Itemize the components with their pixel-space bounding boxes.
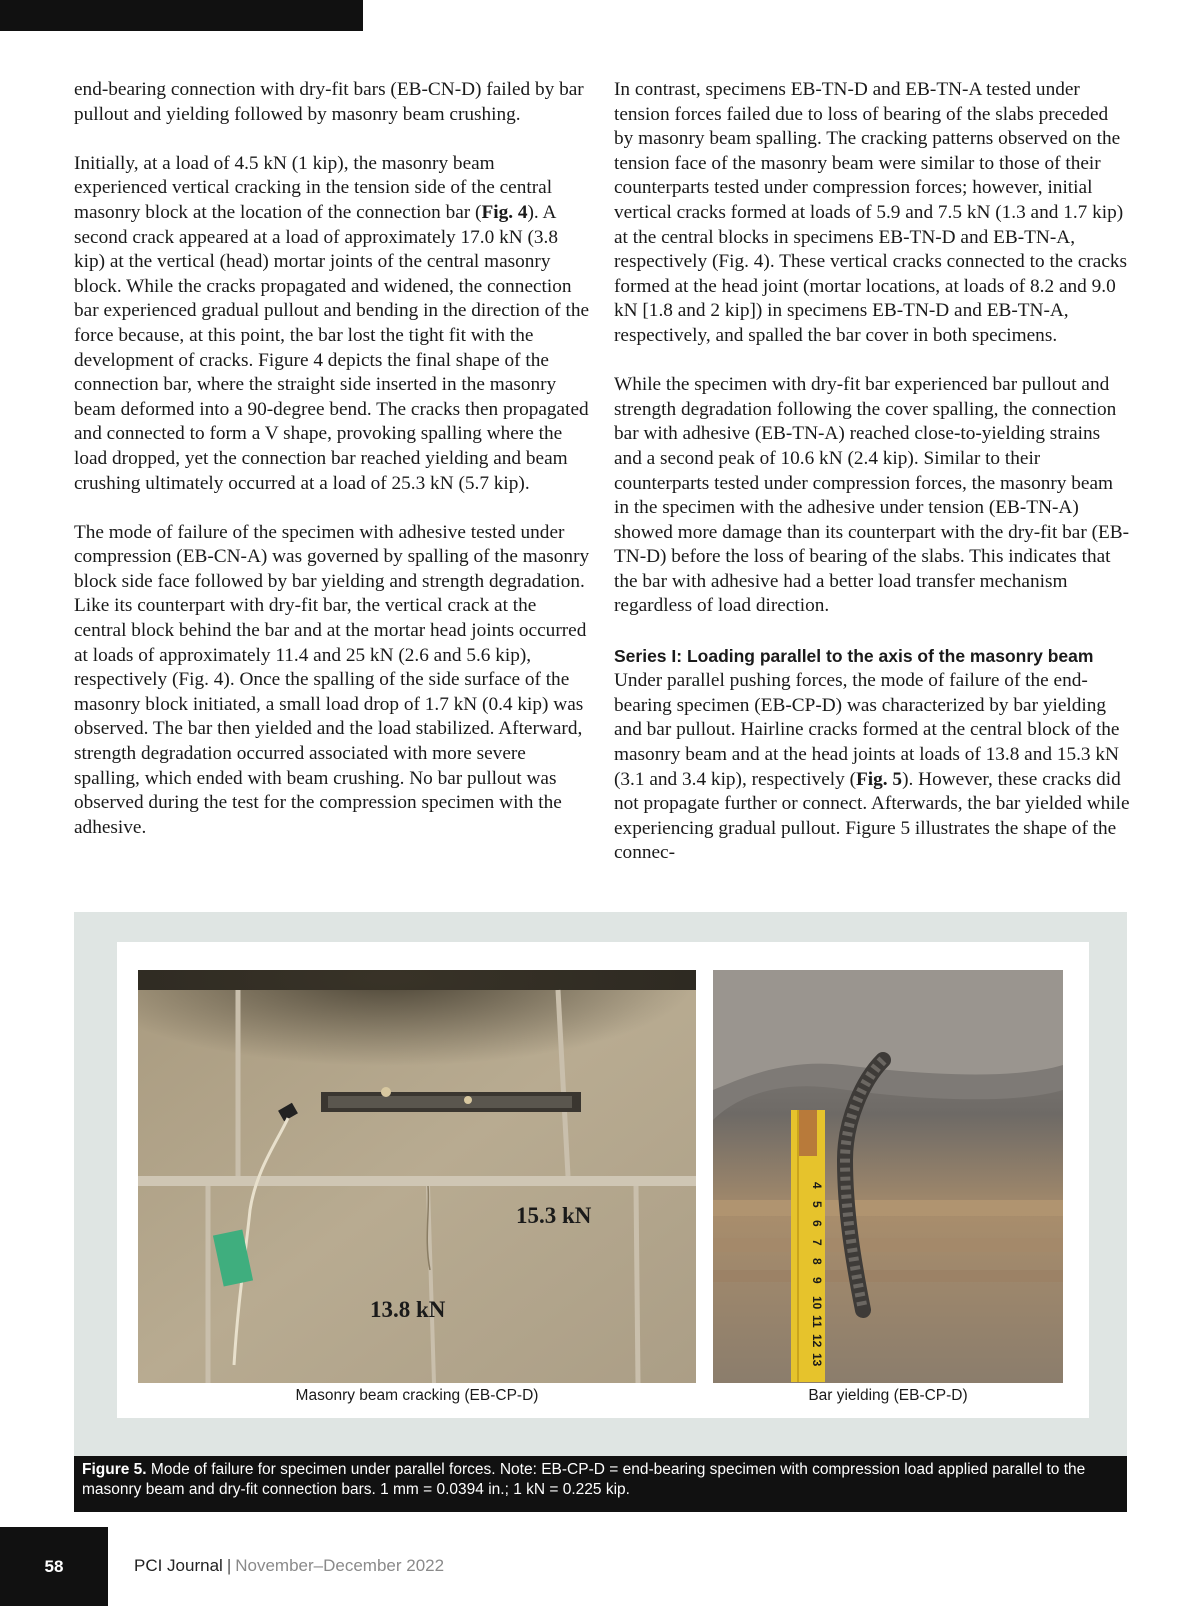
tape-number: 13: [810, 1353, 824, 1367]
left-column: [74, 78, 590, 840]
footer-separator: |: [226, 1556, 232, 1575]
footer-journal-info: [134, 1556, 444, 1576]
left-paragraph-1: end-bearing connection with dry-fit bars (EB-CN-D) failed by bar pullout and yielding followed by masonry beam crushing.: [74, 79, 584, 125]
header-bar: [0, 0, 363, 31]
subcaption-masonry-cracking: Masonry beam cracking (EB-CP-D): [295, 1387, 539, 1404]
text-span: ). A second crack appeared at a load of approximately 17.0 kN (3.8 kip) at the vertical (head) mortar joints of the central masonry block. While the cracks propagated and widened, the connection bar experienced gradual pullout and bending in the direction of the force because, at this point, the bar lost the tight fit with the development of cracks. Figure 4 depicts the final shape of the connection bar, where the straight side inserted in the masonry beam deformed into a 90-degree bend. The cracks then propagated and connected to form a V shape, provoking spalling where the load dropped, yet the connection bar reached yielding and beam crushing ultimately occurred at a load of 25.3 kN (5.7 kip).: [74, 201, 590, 494]
left-paragraph-2: [74, 152, 590, 496]
tape-number: 7: [810, 1239, 824, 1246]
text-span: Initially, at a load of 4.5 kN (1 kip), the masonry beam experienced vertical cracking in the tension side of the central masonry block at the location of the connection bar (: [74, 152, 553, 223]
masonry-cracking-photo: [138, 970, 696, 1383]
bar-yielding-photo: [713, 970, 1063, 1383]
journal-name: PCI Journal: [134, 1556, 223, 1575]
tape-number: 5: [810, 1201, 824, 1208]
tape-number: 11: [810, 1315, 824, 1328]
tape-number: 9: [810, 1277, 824, 1284]
text-span: ). However, these cracks did not propagate further or connect. Afterwards, the bar yielded while experiencing gradual pullout. Figure 5 illustrates the shape of the connec-: [614, 768, 1130, 864]
crack-load-label-upper: 15.3 kN: [516, 1203, 592, 1228]
tape-number: 8: [810, 1258, 824, 1265]
page-number: 58: [44, 1557, 64, 1576]
figure-caption-text: Mode of failure for specimen under parallel forces. Note: EB-CP-D = end-bearing specimen with compression load applied parallel to the masonry beam and dry-fit connection bars. 1 mm = 0.0394 in.; 1 kN = 0.225 kip.: [82, 1461, 1086, 1498]
figure-caption-label: Figure 5.: [82, 1461, 147, 1478]
tape-number: 10: [810, 1296, 824, 1310]
tape-number: 12: [810, 1334, 824, 1348]
right-column: [614, 78, 1130, 866]
subcaption-bar-yielding: Bar yielding (EB-CP-D): [808, 1387, 968, 1404]
figure-reference: Fig. 5: [856, 768, 903, 790]
section-heading: Series I: Loading parallel to the axis of the masonry beam: [614, 645, 1094, 666]
tape-number: 4: [810, 1182, 824, 1189]
left-paragraph-3: The mode of failure of the specimen with adhesive tested under compression (EB-CN-A) was governed by spalling of the masonry block side face followed by bar yielding and strength degradation. Like its counterpart with dry-fit bar, the vertical crack at the central block behind the bar and at the mortar head joints occurred at loads of approximately 11.4 and 25 kN (2.6 and 5.6 kip), respectively (Fig. 4). Once the spalling of the side surface of the masonry block initiated, a small load drop of 1.7 kN (0.4 kip) was observed. The bar then yielded and the load stabilized. Afterward, strength degradation occurred associated with more severe spalling, which ended with beam crushing. No bar pullout was observed during the test for the compression specimen with the adhesive.: [74, 521, 590, 838]
figure-reference: Fig. 4: [481, 201, 528, 223]
right-paragraph-1: In contrast, specimens EB-TN-D and EB-TN-A tested under tension forces failed due to loss of bearing of the slabs preceded by masonry beam spalling. The cracking patterns observed on the tension face of the masonry beam were similar to those of their counterparts tested under compression forces; however, initial vertical cracks formed at loads of 5.9 and 7.5 kN (1.3 and 1.7 kip) at the central blocks in specimens EB-TN-D and EB-TN-A, respectively (Fig. 4). These vertical cracks connected to the cracks formed at the head joint (mortar locations, at loads of 8.2 and 9.0 kN [1.8 and 2 kip]) in specimens EB-TN-D and EB-TN-A, respectively, and spalled the bar cover in both specimens.: [614, 79, 1128, 346]
figure-caption: [74, 1456, 1127, 1512]
text-span: Under parallel pushing forces, the mode of failure of the end-bearing specimen (EB-CP-D) was characterized by bar yielding and bar pullout. Hairline cracks formed at the central block of the masonry beam and at the head joints at loads of 13.8 and 15.3 kN (3.1 and 3.4 kip), respectively (: [614, 670, 1120, 790]
right-paragraph-2: While the specimen with dry-fit bar experienced bar pullout and strength degradation following the cover spalling, the connection bar with adhesive (EB-TN-A) reached close-to-yielding strains and a second peak of 10.6 kN (2.4 kip). Similar to their counterparts tested under compression forces, the masonry beam in the specimen with the adhesive under tension (EB-TN-A) showed more damage than its counterpart with the dry-fit bar (EB-TN-D) before the loss of bearing of the slabs. This indicates that the bar with adhesive had a better load transfer mechanism regardless of load direction.: [614, 374, 1130, 617]
issue-date: November–December 2022: [235, 1556, 445, 1575]
tape-number: 6: [810, 1220, 824, 1227]
crack-load-label-lower: 13.8 kN: [370, 1297, 446, 1322]
right-paragraph-3: [614, 644, 1130, 866]
